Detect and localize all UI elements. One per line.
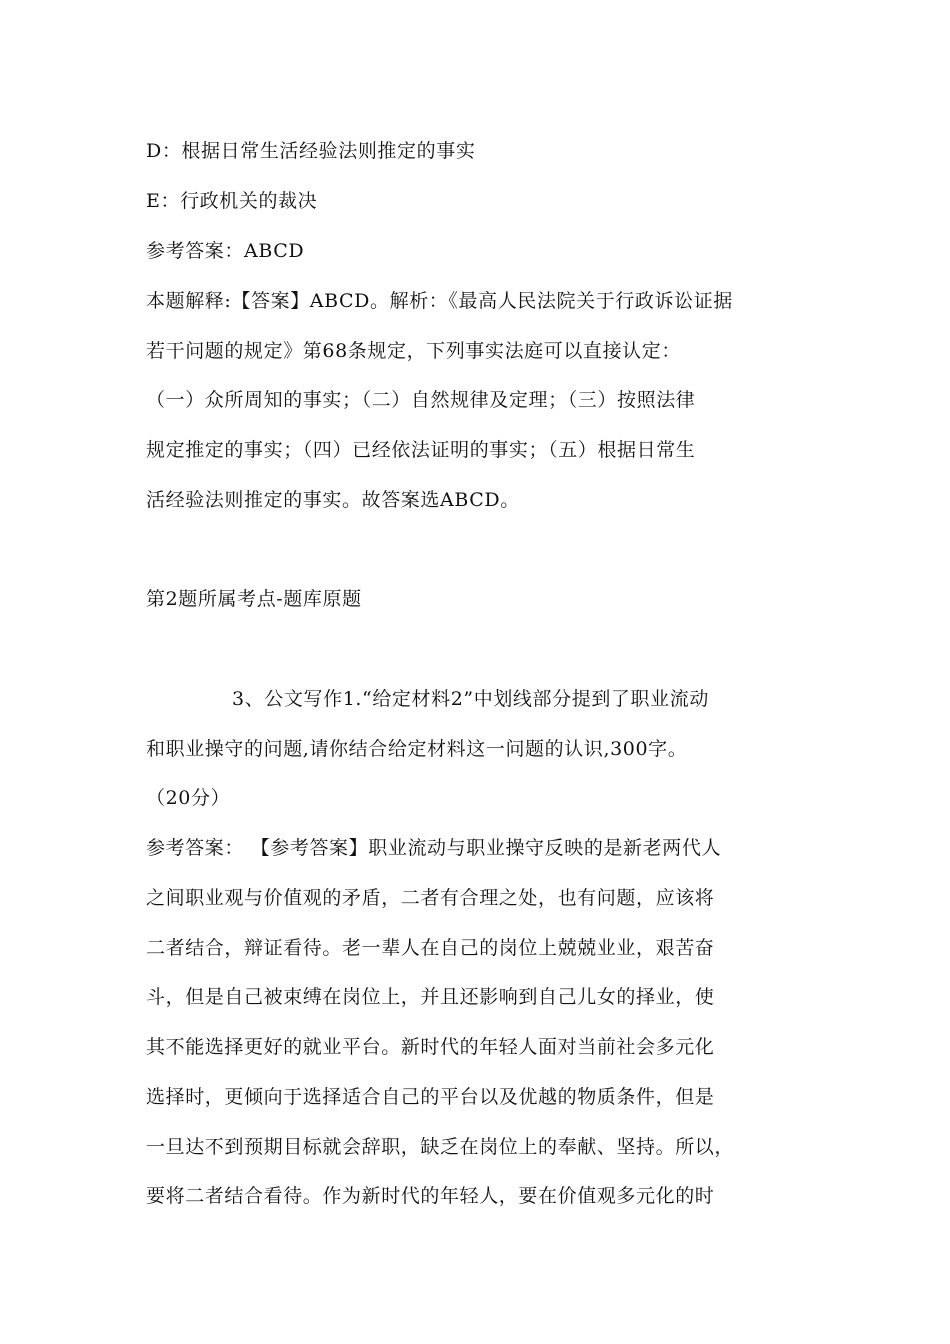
q3-answer-line: 要将二者结合看待。作为新时代的年轻人，要在价值观多元化的时 [146,1185,715,1207]
q1-explanation-line: （一）众所周知的事实；（二）自然规律及定理；（三）按照法律 [146,389,696,411]
q3-prompt-line: 和职业操守的问题,请你结合给定材料这一问题的认识,300字。 [146,738,688,760]
q3-answer-line: 斗，但是自己被束缚在岗位上，并且还影响到自己儿女的择业，使 [146,986,715,1008]
option-d: D：根据日常生活经验法则推定的事实 [146,140,476,162]
q3-answer-line: 一旦达不到预期目标就会辞职，缺乏在岗位上的奉献、坚持。所以， [146,1136,735,1158]
q1-explanation-line: 若干问题的规定》第68条规定，下列事实法庭可以直接认定： [146,340,681,362]
option-e: E：行政机关的裁决 [146,190,318,212]
q3-answer-line: 选择时，更倾向于选择适合自己的平台以及优越的物质条件，但是 [146,1086,715,1108]
q3-prompt-line: 3、公文写作1.“给定材料2”中划线部分提到了职业流动 [232,688,709,710]
q3-answer-line: 二者结合，辩证看待。老一辈人在自己的岗位上兢兢业业，艰苦奋 [146,937,715,959]
q3-answer-line: 其不能选择更好的就业平台。新时代的年轻人面对当前社会多元化 [146,1036,715,1058]
q1-explanation-line: 规定推定的事实；（四）已经依法证明的事实；（五）根据日常生 [146,439,696,461]
q1-explanation-line: 活经验法则推定的事实。故答案选ABCD。 [146,489,520,511]
q3-answer-line: 之间职业观与价值观的矛盾，二者有合理之处，也有问题，应该将 [146,887,715,909]
q2-topic-heading: 第2题所属考点-题库原题 [146,588,362,610]
q3-answer-line: 参考答案： 【参考答案】职业流动与职业操守反映的是新老两代人 [146,837,722,859]
q1-explanation-line: 本题解释:【答案】ABCD。解析：《最高人民法院关于行政诉讼证据 [146,290,733,312]
q1-answer: 参考答案：ABCD [146,240,305,262]
q3-points: （20分） [146,787,231,809]
